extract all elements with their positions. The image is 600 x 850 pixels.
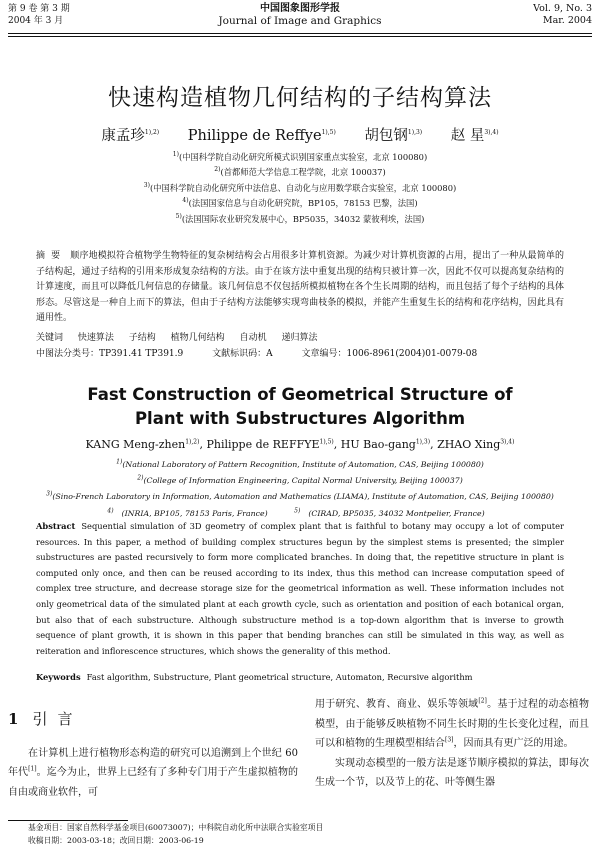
keyword-cn: 自动机 [239, 333, 267, 343]
keyword-cn: 植物几何结构 [170, 333, 225, 343]
author-en: HU Bao-gang$^{1),3)}$ [340, 438, 431, 451]
date-en-line: Mar. 2004 [542, 15, 592, 26]
section-title: 引言 [32, 710, 83, 728]
affiliation-cn: $^{3)}$(中国科学院自动化研究所中法信息、自动化与应用数学联合实验室，北京 100080) [143, 182, 457, 193]
footnotes [28, 822, 323, 847]
journal-name [8, 3, 592, 27]
citation-ref: [1] [28, 765, 37, 773]
keywords-cn-label: 关键词 [36, 333, 64, 343]
paper-title-en-line: Plant with Substructures Algorithm [134, 409, 466, 428]
abstract-en [36, 519, 564, 659]
affiliation-en: $^{1)}$(National Laboratory of Pattern Recognition, Institute of Automation, CAS, Beijing 100080) [116, 458, 484, 469]
clc-number: 中图法分类号：TP391.41 TP391.9 [36, 349, 184, 359]
received-date-note: 收稿日期：2003-03-18；改回日期：2003-06-19 [28, 835, 204, 845]
abstract-en-label: Abstract [36, 521, 76, 531]
body-paragraph: 在计算机上进行植物形态构造的研究可以追溯到上个世纪 60 年代[1]。迄今为止，世界上已经有了多种专门用于产生虚拟植物的自由或商业软件，可 [8, 747, 299, 798]
author-en: KANG Meng-zhen$^{1),2)}$ [85, 438, 200, 451]
affiliation-en: $^{5)}$ (CIRAD, BP5035, 34032 Montpelier, France) [294, 507, 485, 518]
paper-title-en-line: Fast Construction of Geometrical Structure of [87, 385, 513, 404]
body-column-right [315, 695, 589, 793]
body-paragraph: 用于研究、教育、商业、娱乐等领域[2]。基于过程的动态植物模型，由于能够反映植物不同生长时期的生长变化过程，而且可以和植物的生理模型相结合[3]，因而具有更广泛的用途。 [315, 697, 590, 749]
article-number: 文章编号：1006-8961(2004)01-0079-08 [301, 349, 478, 359]
body-paragraph: 实现动态模型的一般方法是逐节顺序模拟的算法，即每次生成一个节，以及节上的花、叶等侧生器 [315, 757, 589, 788]
keyword-cn: 快速算法 [77, 333, 114, 343]
affiliation-cn: $^{1)}$(中国科学院自动化研究所模式识别国家重点实验室，北京 100080) [172, 151, 428, 162]
paper-title-cn: 快速构造植物几何结构的子结构算法 [108, 85, 492, 111]
author-cn: 康孟珍$^{1),2)}$ [101, 128, 160, 144]
author-cn: 赵 星$^{3),4)}$ [450, 128, 499, 144]
keywords-en [36, 670, 564, 684]
affiliation-cn: $^{2)}$(首都师范大学信息工程学院，北京 100037) [214, 166, 386, 178]
section-heading [8, 710, 298, 730]
header-rule-thick [8, 33, 592, 34]
citation-ref: [2] [478, 697, 487, 705]
affiliation-en: $^{2)}$(College of Information Engineering, Capital Normal University, Beijing 100037) [137, 474, 463, 486]
author-en: Philippe de $REFFYE^{1),5)}$ [206, 438, 334, 451]
document-code: 文献标识码：A [212, 349, 273, 359]
author-en: ZHAO Xing$^{3),4)}$ [437, 438, 515, 451]
abstract-cn-label: 摘要 [36, 251, 67, 261]
affiliation-list-cn [0, 150, 600, 227]
affiliation-en: $^{4)}$ (INRIA, BP105, 78153 Paris, France) [107, 507, 268, 518]
affiliation-list-en [0, 457, 600, 522]
affiliation-en: $^{3)}$(Sino-French Laboratory in Information, Automation and Mathematics (LIAMA), Institute of Automation, CAS, Beijing 100080) [46, 490, 554, 502]
author-list-cn [0, 124, 600, 145]
keywords-cn [36, 331, 564, 345]
volume-issue-line: 第 9 卷 第 3 期 [8, 4, 70, 14]
section-number: 1 [8, 710, 19, 728]
keywords-en-text: Fast algorithm, Substructure, Plant geometrical structure, Automaton, Recursive algorithm [86, 672, 473, 682]
abstract-cn [36, 249, 564, 327]
volume-issue-en [533, 3, 592, 27]
paper-title-en [0, 383, 600, 431]
citation-ref: [3] [445, 736, 454, 744]
classification-line [36, 347, 564, 361]
affiliation-cn: $^{4)}$(法国国家信息与自动化研究院，BP105，78153 巴黎，法国) [182, 197, 418, 209]
abstract-en-text: Sequential simulation of 3D geometry of complex plant that is faithful to botany may occupy a lot of computer resources. In this paper, a method of building complex structures begun by the simplest stems is presented; the simpler substructures are pasted recursively to form more complicated branches. In doing that, the repetitive structure in plant is computed only once, and then can be reused according to its index, thus this method can increase computation speed of complex tree structure, and decrease storage size for the geometrical information as well. These information includes not only geometrical data of the simulated plant at each growth cycle, such as orientation and position of each botanical organ, but also that of each substructure. Although substructure method is a top-down algorithm that is inverse to growth sequence of plant growth, it is shown in this paper that bending branches can still be simulated in this way, as well as reiteration and inflorescence structures, which shows the generality of this method. [36, 521, 564, 656]
keyword-cn: 递归算法 [281, 333, 318, 343]
keyword-cn: 子结构 [128, 333, 156, 343]
footnote-rule [8, 820, 128, 821]
volume-issue-en-line: Vol. 9, No. 3 [533, 3, 592, 14]
keywords-en-label: Keywords [36, 672, 81, 682]
abstract-cn-text: 顺序地模拟符合植物学生物特征的复杂树结构会占用很多计算机资源。为减少对计算机资源的占用，提出了一种从最简单的子结构起，通过子结构的引用来形成复杂结构的方法。由于在该方法中重复出现的结构只被计算一次，因此不仅可以提高复杂结构的计算速度，而且可以降低几何信息的存储量。该几何信息不仅包括所模拟植物在各个生长周期的结构，而且包括了每个子结构的具体形态。尽管这是一种自上而下的算法，但由于子结构方法能够实现弯曲枝条的模拟，并能产生重复生长的结构和花序结构，因此具有通用性。 [36, 251, 564, 323]
running-header [8, 0, 592, 30]
funding-note: 基金项目：国家自然科学基金项目(60073007)；中科院自动化所中法联合实验室项目 [28, 823, 324, 832]
journal-name-en: Journal of Image and Graphics [218, 15, 382, 27]
author-cn: Philippe de Reffye$^{1),5)}$ [187, 128, 336, 144]
affiliation-cn: $^{5)}$(法国国际农业研究发展中心，BP5035，34032 蒙彼利埃，法国) [175, 212, 425, 224]
date-line: 2004 年 3 月 [8, 16, 64, 26]
author-cn: 胡包钢$^{1),3)}$ [364, 128, 423, 144]
body-column-left [8, 707, 298, 802]
journal-name-cn: 中国图象图形学报 [260, 3, 340, 14]
header-rule-thin [8, 36, 592, 37]
author-list-en: KANG Meng-zhen$^{1),2)}$, Philippe de $REFFYE^{1),5)}$, HU Bao-gang$^{1),3)}$, ZHAO Xing$^{3),4)}$ [85, 438, 515, 451]
